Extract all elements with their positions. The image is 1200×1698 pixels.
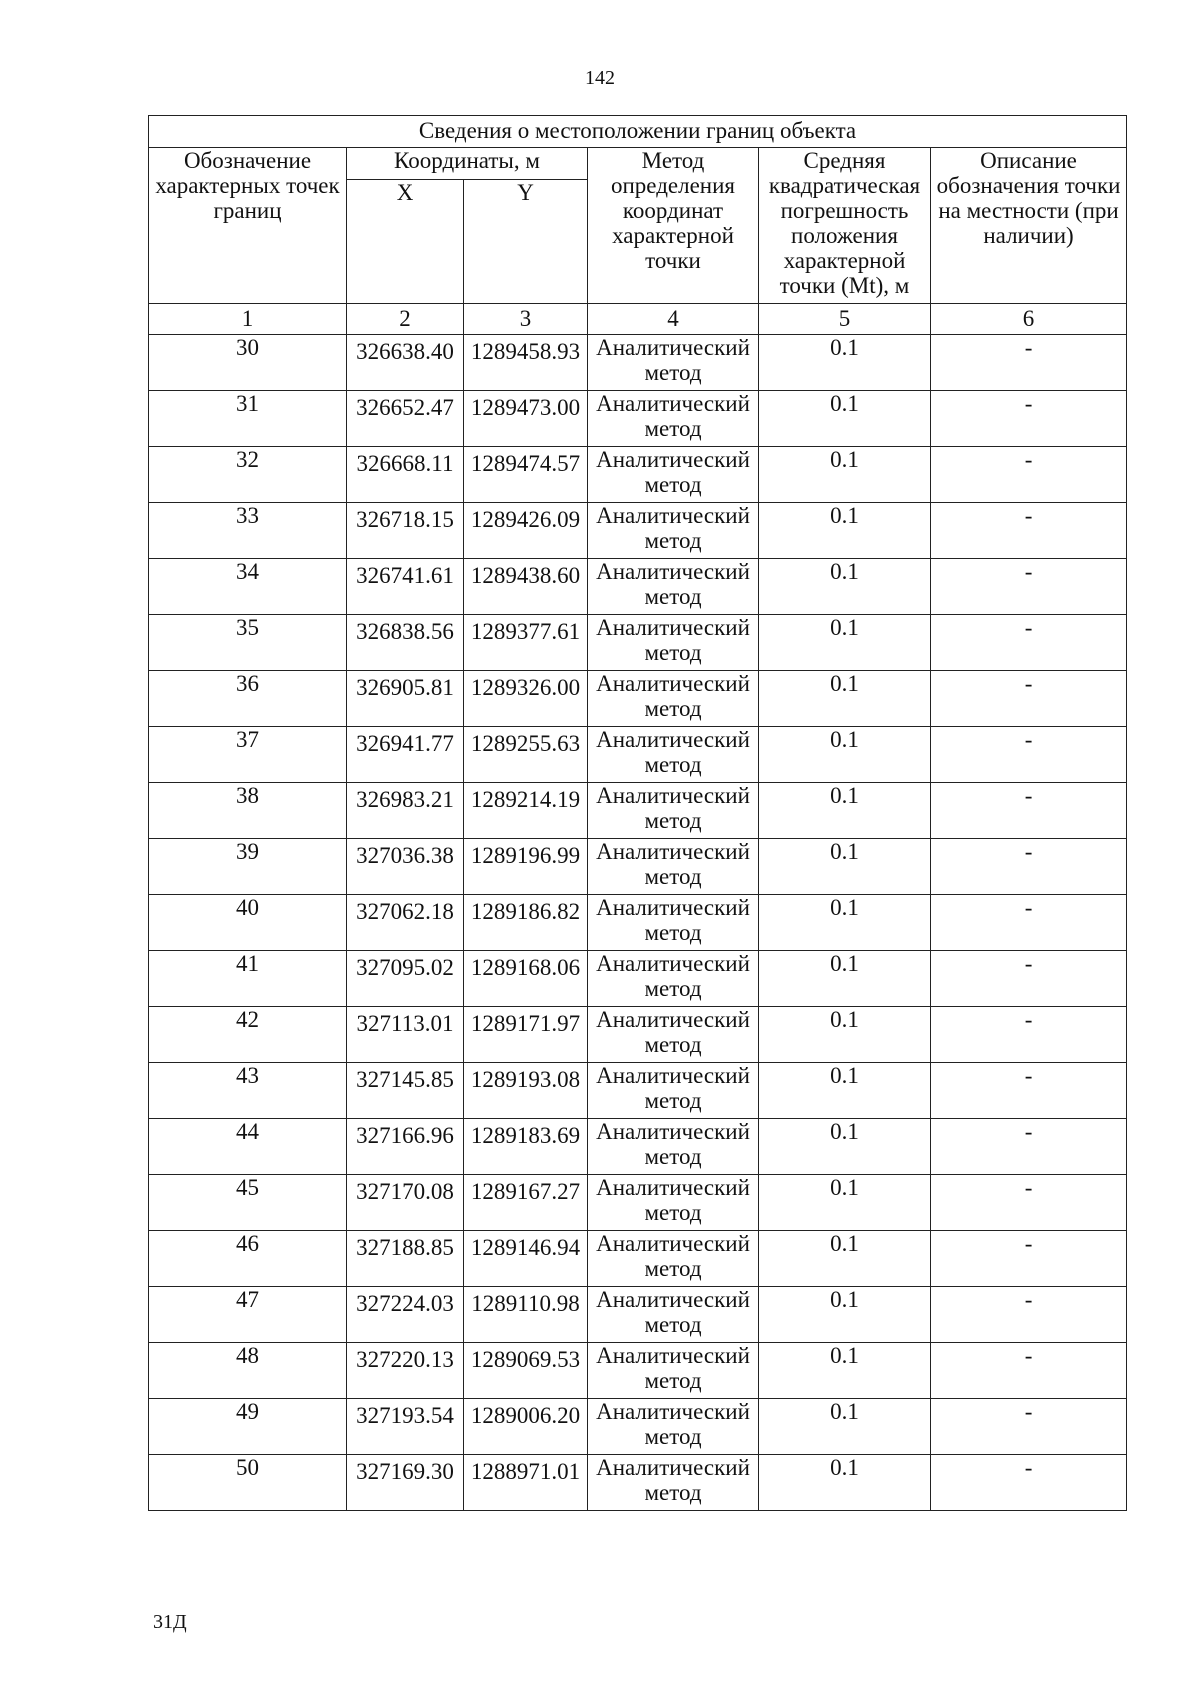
- column-number: 1: [149, 304, 347, 335]
- cell-error: 0.1: [759, 1119, 931, 1175]
- cell-x: 327169.30: [347, 1455, 464, 1511]
- table-row: [149, 1119, 1127, 1175]
- cell-point: 42: [149, 1007, 347, 1063]
- cell-description: -: [931, 559, 1127, 615]
- cell-method: Аналитический метод: [588, 839, 759, 895]
- cell-error: 0.1: [759, 1063, 931, 1119]
- cell-description: -: [931, 1007, 1127, 1063]
- cell-description: -: [931, 1343, 1127, 1399]
- table-title: Сведения о местоположении границ объекта: [149, 116, 1127, 148]
- cell-error: 0.1: [759, 1399, 931, 1455]
- cell-method: Аналитический метод: [588, 1287, 759, 1343]
- cell-y: 1289006.20: [464, 1399, 588, 1455]
- table-row: [149, 1175, 1127, 1231]
- table-row: [149, 951, 1127, 1007]
- cell-point: 36: [149, 671, 347, 727]
- cell-x: 327170.08: [347, 1175, 464, 1231]
- cell-description: -: [931, 615, 1127, 671]
- cell-method: Аналитический метод: [588, 391, 759, 447]
- cell-y: 1289183.69: [464, 1119, 588, 1175]
- footer-code: 31Д: [153, 1611, 187, 1633]
- cell-description: -: [931, 391, 1127, 447]
- cell-error: 0.1: [759, 1007, 931, 1063]
- cell-point: 39: [149, 839, 347, 895]
- cell-x: 327036.38: [347, 839, 464, 895]
- cell-method: Аналитический метод: [588, 1063, 759, 1119]
- cell-description: -: [931, 1063, 1127, 1119]
- cell-y: 1289377.61: [464, 615, 588, 671]
- table-body: [149, 335, 1127, 1511]
- cell-x: 327113.01: [347, 1007, 464, 1063]
- cell-point: 35: [149, 615, 347, 671]
- cell-error: 0.1: [759, 839, 931, 895]
- cell-error: 0.1: [759, 1287, 931, 1343]
- cell-y: 1289168.06: [464, 951, 588, 1007]
- table-row: [149, 1343, 1127, 1399]
- boundary-coordinates-table: [148, 115, 1127, 1511]
- cell-description: -: [931, 727, 1127, 783]
- cell-point: 31: [149, 391, 347, 447]
- table-row: [149, 335, 1127, 391]
- cell-description: -: [931, 839, 1127, 895]
- cell-point: 48: [149, 1343, 347, 1399]
- cell-x: 326718.15: [347, 503, 464, 559]
- cell-point: 40: [149, 895, 347, 951]
- cell-method: Аналитический метод: [588, 727, 759, 783]
- column-number: 3: [464, 304, 588, 335]
- column-number-row: [149, 304, 1127, 335]
- cell-y: 1289196.99: [464, 839, 588, 895]
- cell-x: 327166.96: [347, 1119, 464, 1175]
- cell-point: 41: [149, 951, 347, 1007]
- cell-x: 327062.18: [347, 895, 464, 951]
- table-row: [149, 839, 1127, 895]
- table-row: [149, 727, 1127, 783]
- cell-description: -: [931, 951, 1127, 1007]
- table-row: [149, 1007, 1127, 1063]
- cell-method: Аналитический метод: [588, 1343, 759, 1399]
- table-row: [149, 783, 1127, 839]
- cell-method: Аналитический метод: [588, 503, 759, 559]
- cell-point: 30: [149, 335, 347, 391]
- cell-error: 0.1: [759, 447, 931, 503]
- cell-x: 326983.21: [347, 783, 464, 839]
- cell-error: 0.1: [759, 335, 931, 391]
- table-row: [149, 671, 1127, 727]
- page-number: 142: [585, 67, 615, 89]
- cell-point: 32: [149, 447, 347, 503]
- cell-x: 327145.85: [347, 1063, 464, 1119]
- cell-method: Аналитический метод: [588, 335, 759, 391]
- cell-point: 38: [149, 783, 347, 839]
- cell-error: 0.1: [759, 503, 931, 559]
- table-row: [149, 1455, 1127, 1511]
- cell-y: 1289171.97: [464, 1007, 588, 1063]
- cell-y: 1289474.57: [464, 447, 588, 503]
- header-y: Y: [464, 180, 588, 304]
- cell-method: Аналитический метод: [588, 783, 759, 839]
- cell-y: 1289473.00: [464, 391, 588, 447]
- table-row: [149, 447, 1127, 503]
- cell-point: 50: [149, 1455, 347, 1511]
- cell-x: 326741.61: [347, 559, 464, 615]
- cell-error: 0.1: [759, 615, 931, 671]
- cell-point: 43: [149, 1063, 347, 1119]
- cell-y: 1289193.08: [464, 1063, 588, 1119]
- column-number: 2: [347, 304, 464, 335]
- cell-y: 1289458.93: [464, 335, 588, 391]
- cell-point: 34: [149, 559, 347, 615]
- cell-y: 1289214.19: [464, 783, 588, 839]
- cell-description: -: [931, 1455, 1127, 1511]
- column-number: 4: [588, 304, 759, 335]
- cell-y: 1289326.00: [464, 671, 588, 727]
- cell-y: 1289255.63: [464, 727, 588, 783]
- cell-description: -: [931, 783, 1127, 839]
- cell-description: -: [931, 1231, 1127, 1287]
- cell-description: -: [931, 895, 1127, 951]
- cell-error: 0.1: [759, 1231, 931, 1287]
- cell-y: 1289167.27: [464, 1175, 588, 1231]
- cell-x: 327193.54: [347, 1399, 464, 1455]
- cell-point: 49: [149, 1399, 347, 1455]
- cell-point: 37: [149, 727, 347, 783]
- cell-x: 327095.02: [347, 951, 464, 1007]
- cell-method: Аналитический метод: [588, 951, 759, 1007]
- table-row: [149, 1399, 1127, 1455]
- header-coordinates: Координаты, м: [347, 148, 588, 180]
- cell-point: 47: [149, 1287, 347, 1343]
- cell-method: Аналитический метод: [588, 1455, 759, 1511]
- cell-x: 326941.77: [347, 727, 464, 783]
- table-row: [149, 1231, 1127, 1287]
- table-row: [149, 391, 1127, 447]
- cell-x: 327188.85: [347, 1231, 464, 1287]
- cell-error: 0.1: [759, 391, 931, 447]
- cell-error: 0.1: [759, 1343, 931, 1399]
- cell-method: Аналитический метод: [588, 1119, 759, 1175]
- cell-method: Аналитический метод: [588, 447, 759, 503]
- cell-description: -: [931, 1175, 1127, 1231]
- cell-point: 46: [149, 1231, 347, 1287]
- cell-x: 326838.56: [347, 615, 464, 671]
- cell-y: 1289438.60: [464, 559, 588, 615]
- cell-method: Аналитический метод: [588, 671, 759, 727]
- cell-method: Аналитический метод: [588, 1399, 759, 1455]
- cell-error: 0.1: [759, 783, 931, 839]
- cell-error: 0.1: [759, 671, 931, 727]
- cell-description: -: [931, 1399, 1127, 1455]
- cell-method: Аналитический метод: [588, 559, 759, 615]
- cell-method: Аналитический метод: [588, 615, 759, 671]
- cell-description: -: [931, 671, 1127, 727]
- cell-y: 1289110.98: [464, 1287, 588, 1343]
- cell-point: 44: [149, 1119, 347, 1175]
- cell-method: Аналитический метод: [588, 895, 759, 951]
- table-row: [149, 559, 1127, 615]
- column-number: 5: [759, 304, 931, 335]
- header-method: Метод определения координат характерной точки: [588, 148, 759, 304]
- header-description: Описание обозначения точки на местности (при наличии): [931, 148, 1127, 304]
- column-number: 6: [931, 304, 1127, 335]
- table-row: [149, 1287, 1127, 1343]
- cell-description: -: [931, 447, 1127, 503]
- header-row-1: [149, 148, 1127, 180]
- cell-point: 33: [149, 503, 347, 559]
- cell-x: 326668.11: [347, 447, 464, 503]
- cell-description: -: [931, 503, 1127, 559]
- cell-error: 0.1: [759, 727, 931, 783]
- cell-point: 45: [149, 1175, 347, 1231]
- cell-description: -: [931, 1119, 1127, 1175]
- cell-description: -: [931, 335, 1127, 391]
- cell-method: Аналитический метод: [588, 1231, 759, 1287]
- cell-x: 327224.03: [347, 1287, 464, 1343]
- header-error: Средняя квадратическая погрешность положения характерной точки (Mt), м: [759, 148, 931, 304]
- header-x: X: [347, 180, 464, 304]
- cell-x: 327220.13: [347, 1343, 464, 1399]
- cell-error: 0.1: [759, 1175, 931, 1231]
- table-row: [149, 615, 1127, 671]
- table-row: [149, 895, 1127, 951]
- cell-y: 1288971.01: [464, 1455, 588, 1511]
- table-title-row: [149, 116, 1127, 148]
- cell-error: 0.1: [759, 951, 931, 1007]
- cell-error: 0.1: [759, 1455, 931, 1511]
- cell-x: 326638.40: [347, 335, 464, 391]
- cell-error: 0.1: [759, 559, 931, 615]
- cell-x: 326652.47: [347, 391, 464, 447]
- cell-y: 1289146.94: [464, 1231, 588, 1287]
- table-row: [149, 1063, 1127, 1119]
- cell-x: 326905.81: [347, 671, 464, 727]
- header-point: Обозначение характерных точек границ: [149, 148, 347, 304]
- cell-y: 1289069.53: [464, 1343, 588, 1399]
- cell-method: Аналитический метод: [588, 1175, 759, 1231]
- cell-y: 1289186.82: [464, 895, 588, 951]
- cell-description: -: [931, 1287, 1127, 1343]
- cell-method: Аналитический метод: [588, 1007, 759, 1063]
- cell-y: 1289426.09: [464, 503, 588, 559]
- table-row: [149, 503, 1127, 559]
- cell-error: 0.1: [759, 895, 931, 951]
